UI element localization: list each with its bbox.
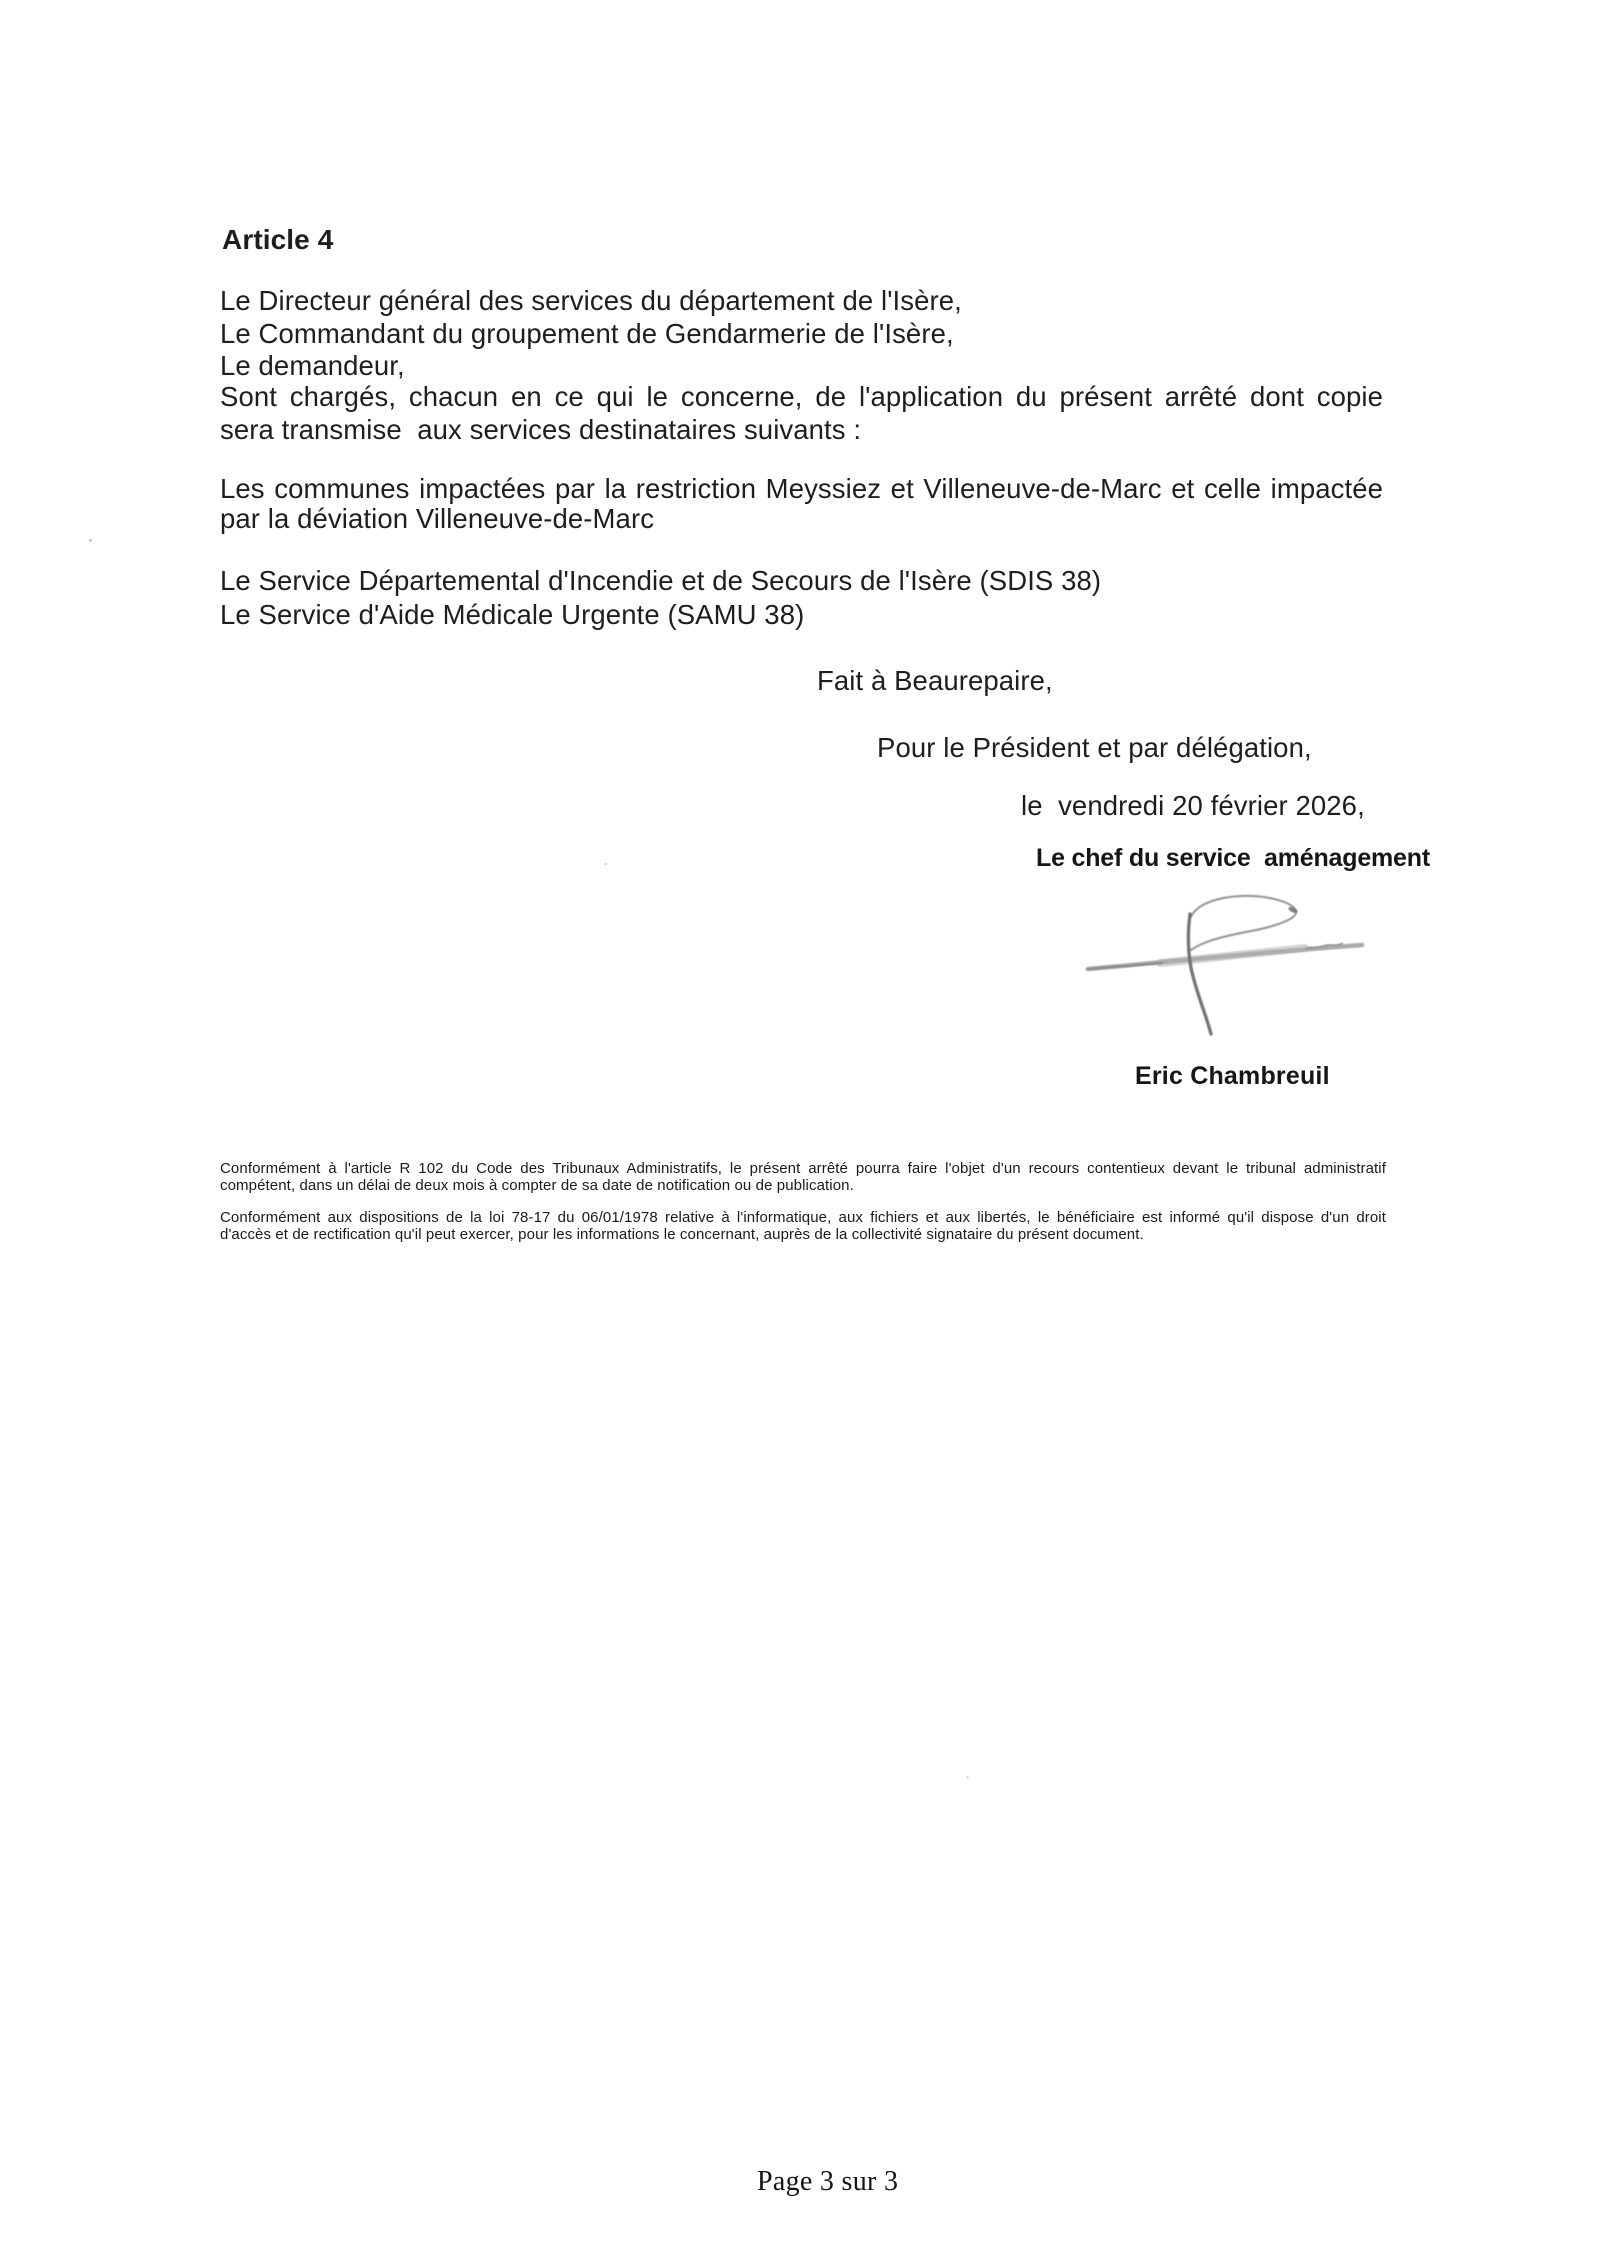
charge-line: Le Directeur général des services du département de l'Isère, <box>220 285 962 316</box>
scan-speck <box>89 539 92 542</box>
closing-date-line: le vendredi 20 février 2026, <box>1021 790 1365 821</box>
scan-speck <box>966 1776 969 1779</box>
charge-line: sera transmise aux services destinataires suivants : <box>220 414 862 445</box>
page-indicator: Page 3 sur 3 <box>757 2166 899 2197</box>
recipient-communes-line: par la déviation Villeneuve-de-Marc <box>220 503 655 534</box>
scan-speck <box>604 863 607 865</box>
closing-place-line: Fait à Beaurepaire, <box>817 665 1053 696</box>
charge-line: Le Commandant du groupement de Gendarmerie de l'Isère, <box>220 318 954 349</box>
closing-delegation-line: Pour le Président et par délégation, <box>877 732 1312 763</box>
legal-notice-line: d'accès et de rectification qu'il peut exercer, pour les informations le concernant, auprès de la collectivité signataire du présent document. <box>220 1226 1144 1243</box>
recipient-service-line: Le Service Départemental d'Incendie et de Secours de l'Isère (SDIS 38) <box>220 565 1102 596</box>
handwritten-signature-icon <box>1060 880 1400 1070</box>
legal-notice-line: Conformément à l'article R 102 du Code des Tribunaux Administratifs, le présent arrêté pourra faire l'objet d'un recours contentieux devant le tribunal administratif <box>220 1160 1386 1177</box>
charge-line: Sont chargés, chacun en ce qui le concerne, de l'application du présent arrêté dont copie <box>220 381 1383 412</box>
recipient-service-line: Le Service d'Aide Médicale Urgente (SAMU 38) <box>220 599 805 630</box>
recipient-communes-line: Les communes impactées par la restriction Meyssiez et Villeneuve-de-Marc et celle impactée <box>220 473 1383 504</box>
legal-notice-line: compétent, dans un délai de deux mois à compter de sa date de notification ou de publication. <box>220 1177 854 1194</box>
signatory-name: Eric Chambreuil <box>1135 1062 1330 1090</box>
signatory-role: Le chef du service aménagement <box>1036 844 1430 872</box>
article-heading: Article 4 <box>222 224 334 255</box>
legal-notice-line: Conformément aux dispositions de la loi 78-17 du 06/01/1978 relative à l'informatique, aux fichiers et aux libertés, le bénéficiaire est informé qu'il dispose d'un droit <box>220 1209 1386 1226</box>
charge-line: Le demandeur, <box>220 350 405 381</box>
